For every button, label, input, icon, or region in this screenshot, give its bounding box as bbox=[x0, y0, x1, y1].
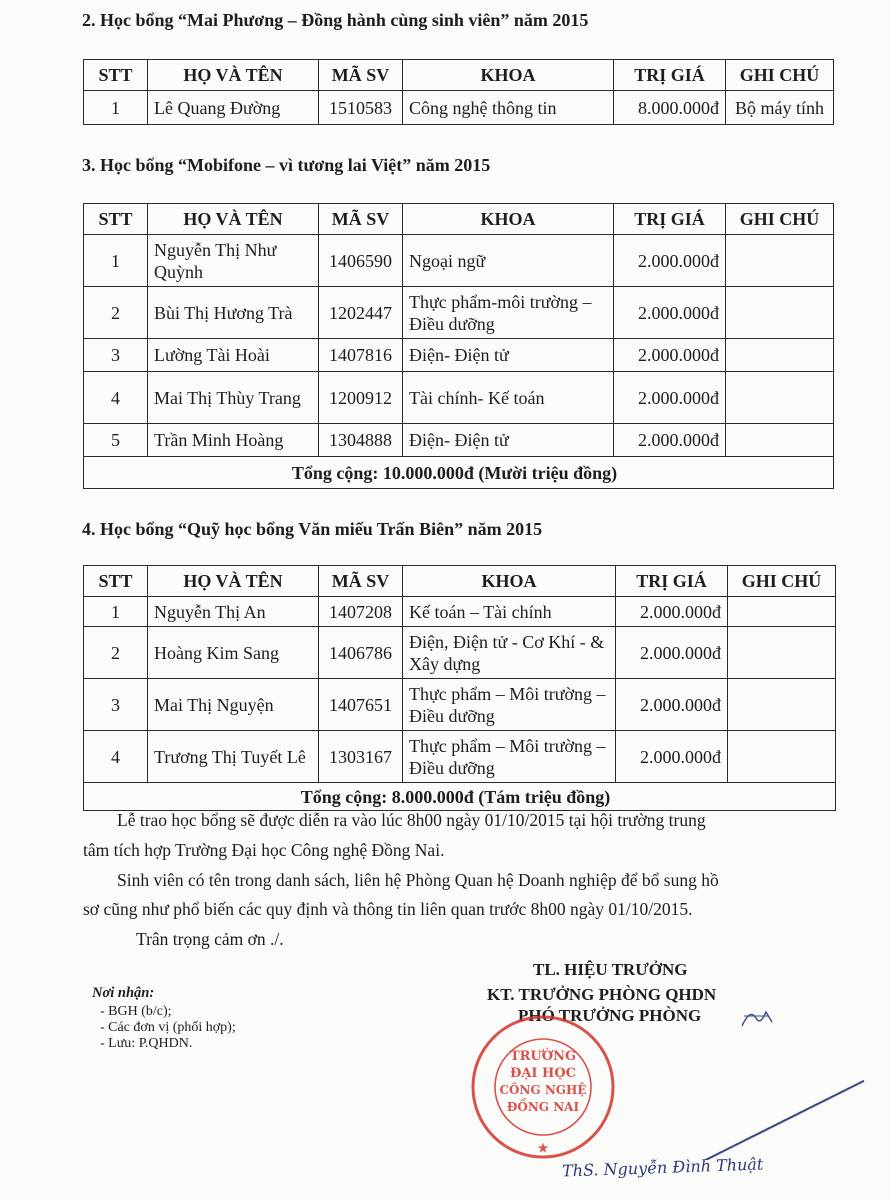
col-note: GHI CHÚ bbox=[726, 60, 834, 91]
cell-faculty: Tài chính- Kế toán bbox=[403, 372, 614, 424]
col-faculty: KHOA bbox=[403, 204, 614, 235]
table-row bbox=[84, 372, 834, 424]
cell-name: Trương Thị Tuyết Lê bbox=[148, 731, 319, 783]
cell-student-id: 1407816 bbox=[319, 339, 403, 372]
cell-faculty: Điện- Điện tử bbox=[403, 424, 614, 457]
table-header-row bbox=[84, 204, 834, 235]
table-row bbox=[84, 731, 836, 783]
cell-faculty: Thực phẩm – Môi trường – Điều dưỡng bbox=[403, 731, 616, 783]
col-stt: STT bbox=[84, 204, 148, 235]
cell-student-id: 1407651 bbox=[319, 679, 403, 731]
table-row bbox=[84, 91, 834, 125]
seal-text-4: ĐỒNG NAI bbox=[506, 1100, 580, 1114]
cell-stt: 1 bbox=[84, 91, 148, 125]
cell-note bbox=[726, 339, 834, 372]
cell-note bbox=[728, 627, 836, 679]
cell-student-id: 1303167 bbox=[319, 731, 403, 783]
col-faculty: KHOA bbox=[403, 60, 614, 91]
col-student-id: MÃ SV bbox=[319, 204, 403, 235]
section-3-title: 3. Học bổng “Mobifone – vì tương lai Việt” năm 2015 bbox=[82, 155, 491, 175]
recipient-item: - Lưu: P.QHDN. bbox=[100, 1036, 193, 1051]
signature-line-1: TL. HIỆU TRƯỞNG bbox=[533, 960, 688, 979]
table-row bbox=[84, 339, 834, 372]
cell-student-id: 1406786 bbox=[319, 627, 403, 679]
contact-paragraph-line1: Sinh viên có tên trong danh sách, liên hệ Phòng Quan hệ Doanh nghiệp để bổ sung hồ bbox=[117, 870, 719, 890]
seal-text-2: ĐẠI HỌC bbox=[509, 1066, 577, 1081]
scholarship-table-mai-phuong bbox=[83, 59, 834, 125]
total-row bbox=[84, 783, 836, 811]
cell-faculty: Điện, Điện tử - Cơ Khí - & Xây dựng bbox=[403, 627, 616, 679]
cell-value: 2.000.000đ bbox=[616, 627, 728, 679]
col-student-id: MÃ SV bbox=[319, 566, 403, 597]
recipient-item: - Các đơn vị (phối hợp); bbox=[100, 1020, 236, 1035]
initials-icon bbox=[738, 1004, 778, 1034]
table-row bbox=[84, 627, 836, 679]
contact-paragraph-line2: sơ cũng như phổ biến các quy định và thông tin liên quan trước 8h00 ngày 01/10/2015. bbox=[83, 899, 693, 919]
total-text: Tổng cộng: 8.000.000đ (Tám triệu đồng) bbox=[84, 783, 836, 811]
table-header-row bbox=[84, 566, 836, 597]
signature-line-3: PHÓ TRƯỞNG PHÒNG bbox=[518, 1006, 702, 1025]
cell-stt: 2 bbox=[84, 287, 148, 339]
cell-student-id: 1304888 bbox=[319, 424, 403, 457]
table-row bbox=[84, 424, 834, 457]
cell-value: 2.000.000đ bbox=[614, 339, 726, 372]
table-header-row bbox=[84, 60, 834, 91]
closing-line: Trân trọng cảm ơn ./. bbox=[136, 929, 284, 949]
cell-faculty: Công nghệ thông tin bbox=[403, 91, 614, 125]
cell-name: Hoàng Kim Sang bbox=[148, 627, 319, 679]
cell-note bbox=[728, 679, 836, 731]
cell-stt: 4 bbox=[84, 731, 148, 783]
col-stt: STT bbox=[84, 60, 148, 91]
col-stt: STT bbox=[84, 566, 148, 597]
cell-student-id: 1510583 bbox=[319, 91, 403, 125]
table-row bbox=[84, 679, 836, 731]
signature-line-2: KT. TRƯỞNG PHÒNG QHDN bbox=[487, 985, 717, 1004]
cell-note bbox=[726, 235, 834, 287]
cell-value: 2.000.000đ bbox=[614, 235, 726, 287]
cell-note bbox=[726, 424, 834, 457]
cell-value: 2.000.000đ bbox=[614, 287, 726, 339]
section-4-title: 4. Học bổng “Quỹ học bổng Văn miếu Trấn Biên” năm 2015 bbox=[82, 519, 543, 539]
col-name: HỌ VÀ TÊN bbox=[148, 204, 319, 235]
cell-student-id: 1202447 bbox=[319, 287, 403, 339]
cell-note bbox=[726, 372, 834, 424]
cell-name: Nguyễn Thị An bbox=[148, 597, 319, 627]
recipients-block bbox=[92, 985, 236, 1052]
cell-note bbox=[728, 731, 836, 783]
cell-stt: 4 bbox=[84, 372, 148, 424]
col-value: TRỊ GIÁ bbox=[614, 60, 726, 91]
cell-faculty: Điện- Điện tử bbox=[403, 339, 614, 372]
col-name: HỌ VÀ TÊN bbox=[148, 566, 319, 597]
cell-name: Nguyễn Thị Như Quỳnh bbox=[148, 235, 319, 287]
cell-value: 2.000.000đ bbox=[614, 424, 726, 457]
col-student-id: MÃ SV bbox=[319, 60, 403, 91]
cell-value: 8.000.000đ bbox=[614, 91, 726, 125]
total-row bbox=[84, 457, 834, 489]
table-row bbox=[84, 235, 834, 287]
scholarship-table-mobifone bbox=[83, 203, 834, 489]
cell-name: Lường Tài Hoài bbox=[148, 339, 319, 372]
col-value: TRỊ GIÁ bbox=[616, 566, 728, 597]
col-note: GHI CHÚ bbox=[726, 204, 834, 235]
signer-name: ThS. Nguyễn Đình Thuật bbox=[561, 1154, 764, 1181]
cell-name: Lê Quang Đường bbox=[148, 91, 319, 125]
cell-stt: 1 bbox=[84, 597, 148, 627]
recipients-title: Nơi nhận: bbox=[92, 985, 155, 1001]
cell-stt: 1 bbox=[84, 235, 148, 287]
signature-icon bbox=[560, 1040, 880, 1160]
cell-student-id: 1407208 bbox=[319, 597, 403, 627]
col-faculty: KHOA bbox=[403, 566, 616, 597]
cell-faculty: Ngoại ngữ bbox=[403, 235, 614, 287]
table-row bbox=[84, 597, 836, 627]
cell-stt: 3 bbox=[84, 339, 148, 372]
cell-note: Bộ máy tính bbox=[726, 91, 834, 125]
cell-value: 2.000.000đ bbox=[616, 597, 728, 627]
cell-name: Trần Minh Hoàng bbox=[148, 424, 319, 457]
col-value: TRỊ GIÁ bbox=[614, 204, 726, 235]
recipient-item: - BGH (b/c); bbox=[100, 1004, 172, 1019]
cell-faculty: Thực phẩm-môi trường –Điều dưỡng bbox=[403, 287, 614, 339]
ceremony-paragraph-line1: Lễ trao học bổng sẽ được diễn ra vào lúc 8h00 ngày 01/10/2015 tại hội trường trung bbox=[117, 810, 706, 830]
seal-text-3: CÔNG NGHỆ bbox=[499, 1083, 587, 1097]
cell-faculty: Thực phẩm – Môi trường – Điều dưỡng bbox=[403, 679, 616, 731]
cell-note bbox=[726, 287, 834, 339]
scholarship-table-van-mieu bbox=[83, 565, 836, 811]
cell-name: Bùi Thị Hương Trà bbox=[148, 287, 319, 339]
seal-text-1: TRƯỜNG bbox=[509, 1049, 577, 1064]
cell-value: 2.000.000đ bbox=[616, 679, 728, 731]
cell-faculty: Kế toán – Tài chính bbox=[403, 597, 616, 627]
cell-value: 2.000.000đ bbox=[616, 731, 728, 783]
cell-value: 2.000.000đ bbox=[614, 372, 726, 424]
col-name: HỌ VÀ TÊN bbox=[148, 60, 319, 91]
svg-text:★: ★ bbox=[537, 1141, 549, 1155]
cell-student-id: 1200912 bbox=[319, 372, 403, 424]
table-row bbox=[84, 287, 834, 339]
cell-stt: 5 bbox=[84, 424, 148, 457]
cell-name: Mai Thị Thùy Trang bbox=[148, 372, 319, 424]
cell-name: Mai Thị Nguyện bbox=[148, 679, 319, 731]
cell-stt: 2 bbox=[84, 627, 148, 679]
section-2-title: 2. Học bổng “Mai Phương – Đồng hành cùng sinh viên” năm 2015 bbox=[82, 10, 589, 30]
col-note: GHI CHÚ bbox=[728, 566, 836, 597]
cell-student-id: 1406590 bbox=[319, 235, 403, 287]
cell-stt: 3 bbox=[84, 679, 148, 731]
cell-note bbox=[728, 597, 836, 627]
total-text: Tổng cộng: 10.000.000đ (Mười triệu đồng) bbox=[84, 457, 834, 489]
ceremony-paragraph-line2: tâm tích hợp Trường Đại học Công nghệ Đồng Nai. bbox=[83, 840, 445, 860]
